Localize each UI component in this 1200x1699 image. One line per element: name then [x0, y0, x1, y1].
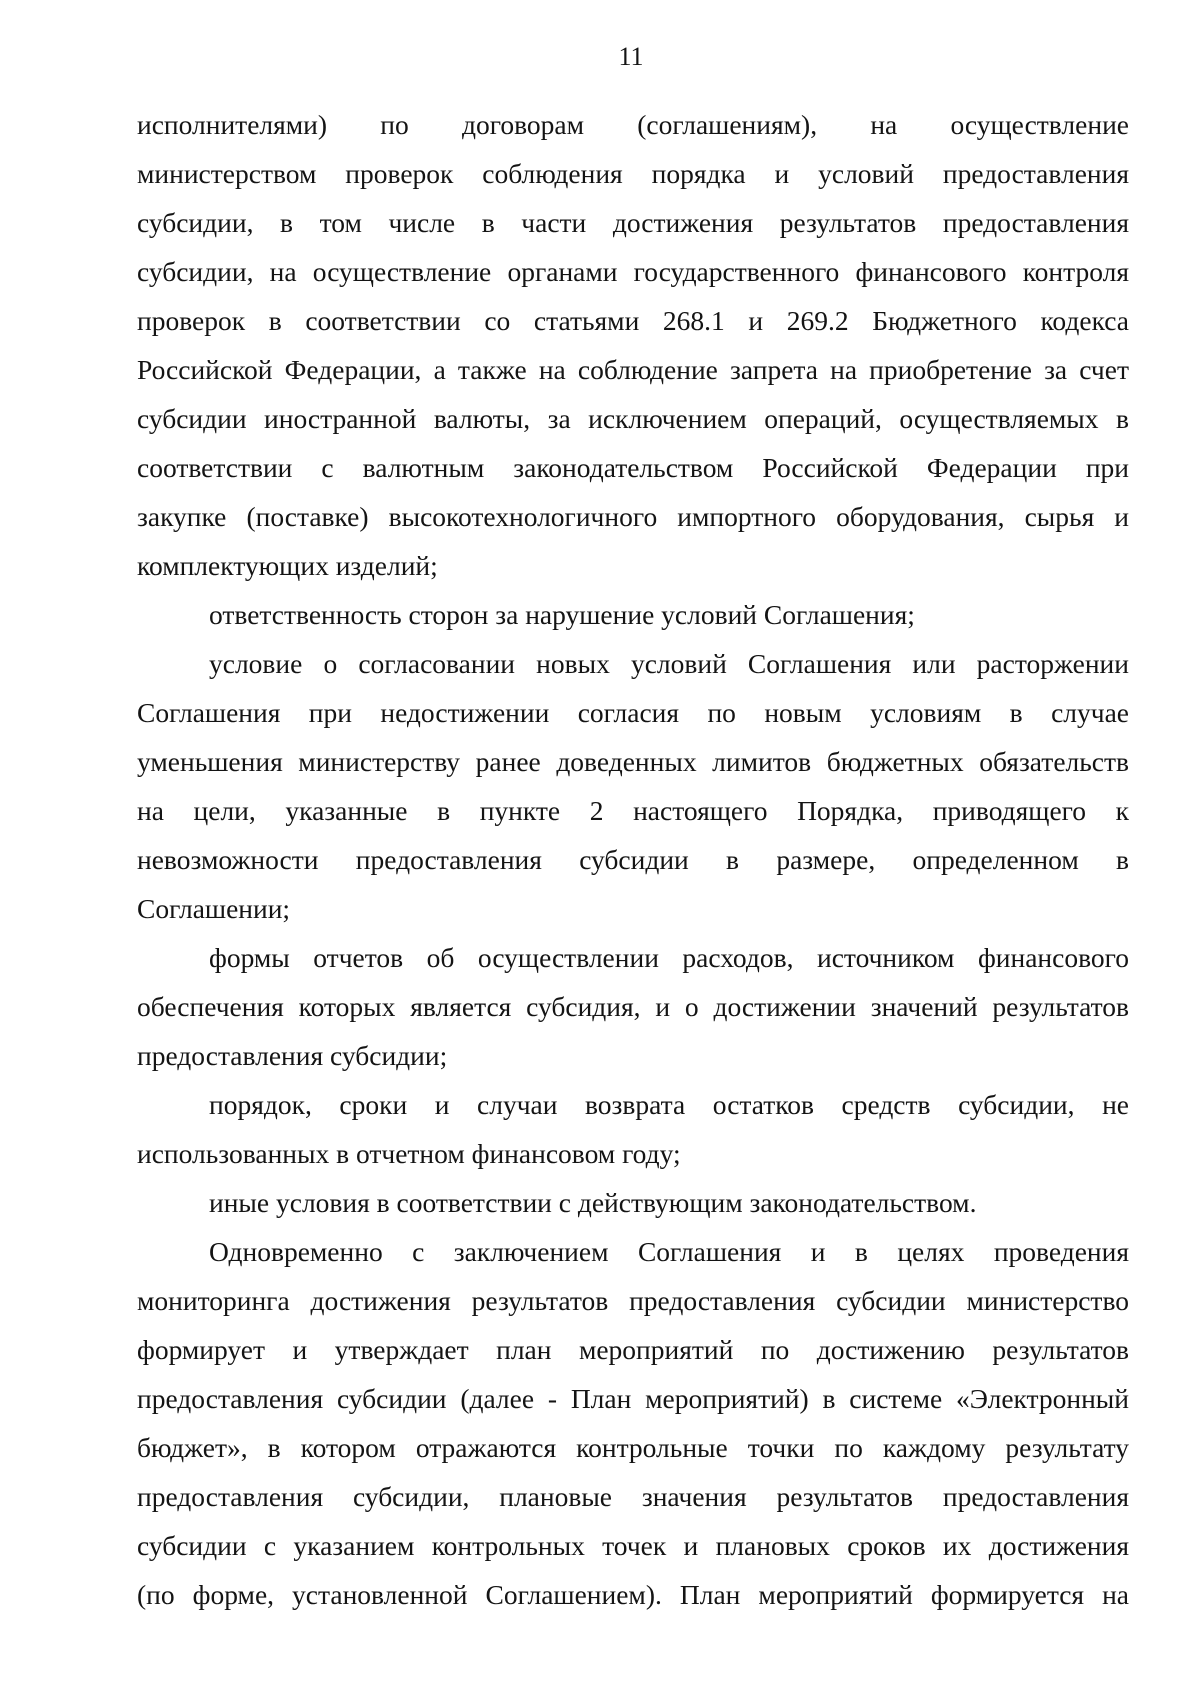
text-line: исполнителями) по договорам (соглашениям), на осуществление: [137, 109, 1129, 140]
text-line: формы отчетов об осуществлении расходов, источником финансового: [209, 942, 1129, 973]
paragraph: [137, 1227, 1129, 1619]
page-number: 11: [618, 42, 644, 71]
paragraph: [137, 590, 1129, 639]
text-line: Соглашении;: [137, 893, 291, 924]
text-line: (по форме, установленной Соглашением). План мероприятий формируется на: [137, 1579, 1129, 1610]
paragraph: [137, 933, 1129, 1080]
text-line: использованных в отчетном финансовом году;: [137, 1138, 681, 1169]
text-line: комплектующих изделий;: [137, 550, 438, 581]
paragraph: [137, 1178, 1129, 1227]
text-line: иные условия в соответствии с действующим законодательством.: [209, 1187, 977, 1218]
text-line: ответственность сторон за нарушение условий Соглашения;: [209, 599, 915, 630]
text-line: Соглашения при недостижении согласия по новым условиям в случае: [137, 697, 1129, 728]
document-body: [137, 100, 1129, 1619]
text-line: бюджет», в котором отражаются контрольные точки по каждому результату: [137, 1432, 1129, 1463]
text-line: невозможности предоставления субсидии в размере, определенном в: [137, 844, 1129, 875]
text-line: уменьшения министерству ранее доведенных лимитов бюджетных обязательств: [137, 746, 1129, 777]
text-line: обеспечения которых является субсидия, и о достижении значений результатов: [137, 991, 1129, 1022]
paragraph: [137, 1080, 1129, 1178]
text-line: предоставления субсидии (далее - План мероприятий) в системе «Электронный: [137, 1383, 1129, 1414]
text-line: субсидии иностранной валюты, за исключением операций, осуществляемых в: [137, 403, 1129, 434]
text-line: субсидии, на осуществление органами государственного финансового контроля: [137, 256, 1129, 287]
text-line: мониторинга достижения результатов предоставления субсидии министерство: [137, 1285, 1129, 1316]
text-line: Одновременно с заключением Соглашения и в целях проведения: [209, 1236, 1129, 1267]
text-line: министерством проверок соблюдения порядка и условий предоставления: [137, 158, 1129, 189]
text-line: на цели, указанные в пункте 2 настоящего Порядка, приводящего к: [137, 795, 1129, 826]
text-line: соответствии с валютным законодательством Российской Федерации при: [137, 452, 1129, 483]
paragraph: [137, 100, 1129, 590]
text-line: порядок, сроки и случаи возврата остатков средств субсидии, не: [209, 1089, 1129, 1120]
text-line: проверок в соответствии со статьями 268.1 и 269.2 Бюджетного кодекса: [137, 305, 1129, 336]
text-line: субсидии с указанием контрольных точек и плановых сроков их достижения: [137, 1530, 1129, 1561]
paragraph: [137, 639, 1129, 933]
text-line: предоставления субсидии;: [137, 1040, 448, 1071]
text-line: закупке (поставке) высокотехнологичного импортного оборудования, сырья и: [137, 501, 1129, 532]
text-line: субсидии, в том числе в части достижения результатов предоставления: [137, 207, 1129, 238]
text-line: Российской Федерации, а также на соблюдение запрета на приобретение за счет: [137, 354, 1129, 385]
text-line: предоставления субсидии, плановые значения результатов предоставления: [137, 1481, 1129, 1512]
text-line: формирует и утверждает план мероприятий по достижению результатов: [137, 1334, 1129, 1365]
text-line: условие о согласовании новых условий Соглашения или расторжении: [209, 648, 1129, 679]
